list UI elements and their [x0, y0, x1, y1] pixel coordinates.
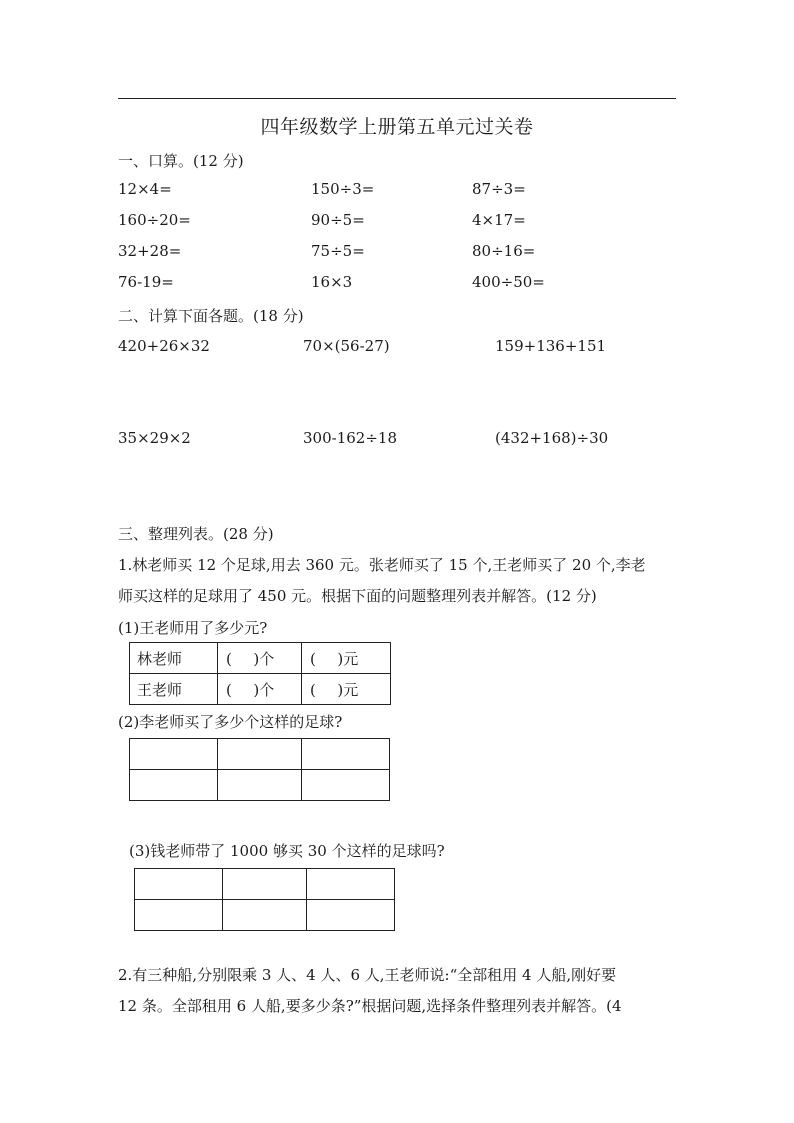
- oral-item: 12×4=: [118, 180, 172, 198]
- calc-item: 159+136+151: [495, 337, 607, 355]
- oral-item: 90÷5=: [311, 211, 365, 229]
- table-cell-blank[interactable]: [130, 739, 218, 770]
- table-cell-blank[interactable]: [302, 739, 390, 770]
- table-cell-name: 王老师: [130, 674, 218, 705]
- table-row: [130, 643, 391, 674]
- table-cell-blank[interactable]: [218, 739, 302, 770]
- oral-item: 160÷20=: [118, 211, 191, 229]
- table-cell-blank[interactable]: ( )元: [302, 643, 391, 674]
- oral-item: 75÷5=: [311, 242, 365, 260]
- table-cell-name: 林老师: [130, 643, 218, 674]
- question-2: (2)李老师买了多少个这样的足球?: [118, 713, 343, 731]
- page-title: 四年级数学上册第五单元过关卷: [260, 116, 534, 138]
- oral-item: 32+28=: [118, 242, 182, 260]
- oral-item: 16×3: [311, 273, 353, 291]
- table-row: [135, 869, 395, 900]
- table-cell-blank[interactable]: [130, 770, 218, 801]
- oral-item: 87÷3=: [472, 180, 526, 198]
- table-row: [130, 770, 390, 801]
- table-cell-blank[interactable]: [218, 770, 302, 801]
- table-cell-blank[interactable]: ( )元: [302, 674, 391, 705]
- table-2: [129, 738, 390, 801]
- table-cell-blank[interactable]: [223, 900, 307, 931]
- table-cell-blank[interactable]: ( )个: [218, 674, 302, 705]
- section1-heading: 一、口算。(12 分): [118, 152, 244, 170]
- oral-item: 76-19=: [118, 273, 174, 291]
- oral-item: 4×17=: [472, 211, 526, 229]
- table-cell-blank[interactable]: [135, 900, 223, 931]
- table-cell-blank[interactable]: [135, 869, 223, 900]
- calc-item: (432+168)÷30: [495, 429, 609, 447]
- table-1: [129, 642, 391, 705]
- oral-item: 150÷3=: [311, 180, 375, 198]
- problem2-text: 12 条。全部租用 6 人船,要多少条?”根据问题,选择条件整理列表并解答。(4: [118, 997, 622, 1015]
- table-cell-blank[interactable]: [302, 770, 390, 801]
- calc-item: 70×(56-27): [303, 337, 390, 355]
- table-row: [130, 739, 390, 770]
- table-cell-blank[interactable]: ( )个: [218, 643, 302, 674]
- table-3: [134, 868, 395, 931]
- table-row: [130, 674, 391, 705]
- table-cell-blank[interactable]: [307, 869, 395, 900]
- calc-item: 35×29×2: [118, 429, 191, 447]
- problem2-text: 2.有三种船,分别限乘 3 人、4 人、6 人,王老师说:“全部租用 4 人船,刚好要: [118, 966, 617, 984]
- oral-item: 400÷50=: [472, 273, 545, 291]
- oral-item: 80÷16=: [472, 242, 536, 260]
- problem1-text: 1.林老师买 12 个足球,用去 360 元。张老师买了 15 个,王老师买了 20 个,李老: [118, 556, 646, 574]
- table-cell-blank[interactable]: [223, 869, 307, 900]
- calc-item: 420+26×32: [118, 337, 210, 355]
- section2-heading: 二、计算下面各题。(18 分): [118, 307, 304, 325]
- calc-item: 300-162÷18: [303, 429, 397, 447]
- problem1-text: 师买这样的足球用了 450 元。根据下面的问题整理列表并解答。(12 分): [118, 587, 597, 605]
- section3-heading: 三、整理列表。(28 分): [118, 525, 274, 543]
- question-1: (1)王老师用了多少元?: [118, 619, 268, 637]
- question-3: (3)钱老师带了 1000 够买 30 个这样的足球吗?: [129, 842, 445, 860]
- table-cell-blank[interactable]: [307, 900, 395, 931]
- table-row: [135, 900, 395, 931]
- header-rule: [118, 98, 676, 99]
